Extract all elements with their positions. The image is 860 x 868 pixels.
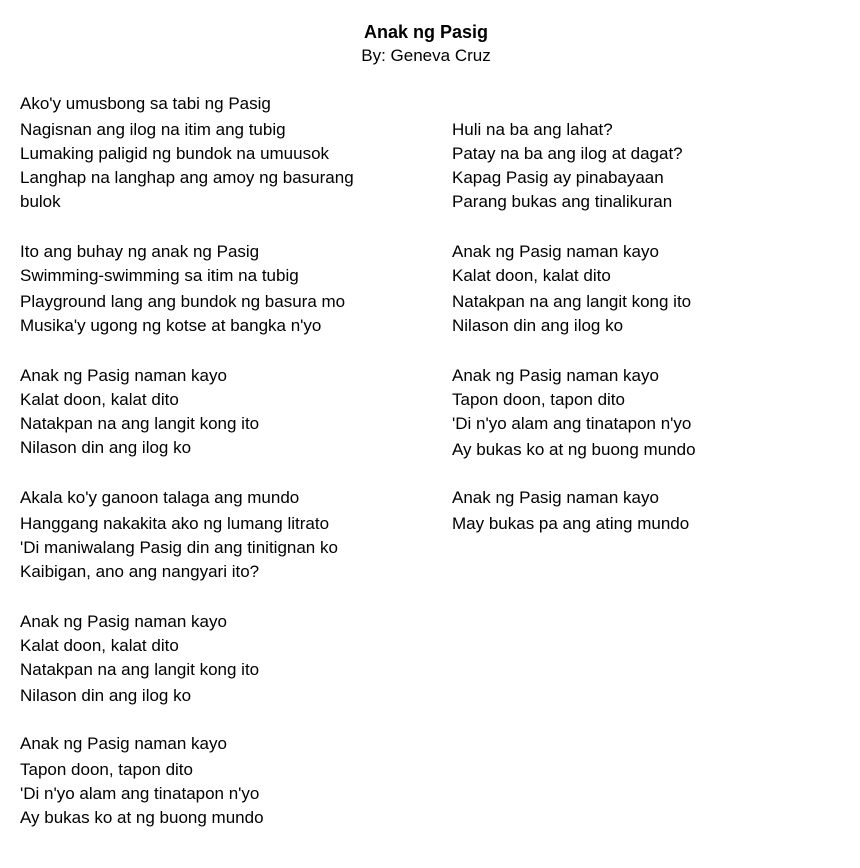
lyric-line: Anak ng Pasig naman kayo: [20, 612, 227, 631]
lyric-line: Anak ng Pasig naman kayo: [452, 366, 659, 385]
lyric-line: Playground lang ang bundok ng basura mo: [20, 292, 346, 311]
lyric-line: Natakpan na ang langit kong ito: [452, 292, 692, 311]
lyric-line: Parang bukas ang tinalikuran: [452, 192, 673, 211]
lyric-line: May bukas pa ang ating mundo: [452, 514, 690, 533]
lyric-line: Nagisnan ang ilog na itim ang tubig: [20, 120, 286, 139]
lyric-line: 'Di n'yo alam ang tinatapon n'yo: [452, 414, 692, 433]
lyric-line: 'Di maniwalang Pasig din ang tinitignan ko: [20, 538, 338, 557]
lyric-line: Anak ng Pasig naman kayo: [20, 734, 227, 753]
lyric-line: Kalat doon, kalat dito: [20, 390, 179, 409]
lyric-line: Natakpan na ang langit kong ito: [20, 414, 260, 433]
lyric-line: Ako'y umusbong sa tabi ng Pasig: [20, 94, 271, 113]
lyric-line: Anak ng Pasig naman kayo: [452, 242, 659, 261]
lyric-line: Nilason din ang ilog ko: [20, 686, 192, 705]
lyric-line: bulok: [20, 192, 61, 211]
lyric-line: Musika'y ugong ng kotse at bangka n'yo: [20, 316, 322, 335]
lyric-line: Langhap na langhap ang amoy ng basurang: [20, 168, 354, 187]
song-title: Anak ng Pasig: [363, 22, 489, 42]
lyric-line: Tapon doon, tapon dito: [452, 390, 625, 409]
lyric-line: Ito ang buhay ng anak ng Pasig: [20, 242, 260, 261]
lyric-line: Natakpan na ang langit kong ito: [20, 660, 260, 679]
lyric-line: Kalat doon, kalat dito: [452, 266, 611, 285]
lyric-line: Hanggang nakakita ako ng lumang litrato: [20, 514, 330, 533]
lyric-line: Lumaking paligid ng bundok na umuusok: [20, 144, 330, 163]
lyric-line: 'Di n'yo alam ang tinatapon n'yo: [20, 784, 260, 803]
lyric-line: Kapag Pasig ay pinabayaan: [452, 168, 664, 187]
lyric-line: Anak ng Pasig naman kayo: [20, 366, 227, 385]
lyric-line: Huli na ba ang lahat?: [452, 120, 613, 139]
lyric-line: Nilason din ang ilog ko: [452, 316, 624, 335]
lyric-line: Ay bukas ko at ng buong mundo: [452, 440, 696, 459]
lyric-line: Anak ng Pasig naman kayo: [452, 488, 659, 507]
lyric-line: Kalat doon, kalat dito: [20, 636, 179, 655]
lyric-line: Akala ko'y ganoon talaga ang mundo: [20, 488, 300, 507]
lyric-line: Swimming-swimming sa itim na tubig: [20, 266, 299, 285]
lyric-line: Nilason din ang ilog ko: [20, 438, 192, 457]
song-byline: By: Geneva Cruz: [361, 46, 491, 65]
lyric-line: Ay bukas ko at ng buong mundo: [20, 808, 264, 827]
lyric-line: Kaibigan, ano ang nangyari ito?: [20, 562, 260, 581]
lyric-line: Tapon doon, tapon dito: [20, 760, 193, 779]
lyric-line: Patay na ba ang ilog at dagat?: [452, 144, 683, 163]
